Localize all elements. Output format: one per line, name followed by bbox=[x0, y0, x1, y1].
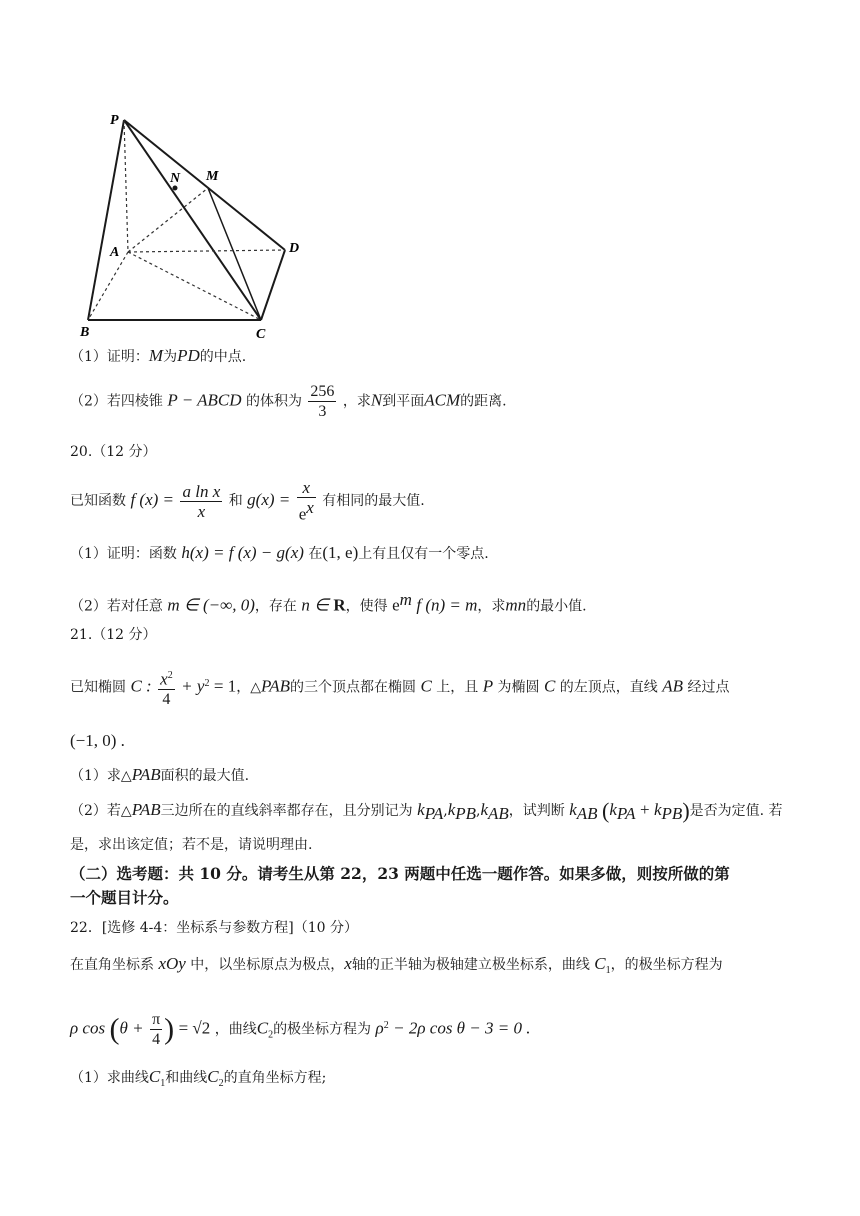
q22-line1: 在直角坐标系 xOy 中，以坐标原点为极点，x轴的正半轴为极轴建立极坐标系，曲线 $C_1$，的极坐标方程为 bbox=[70, 954, 723, 976]
pi-fraction: $\frac{\pi}{4}$ bbox=[152, 1011, 161, 1048]
section2-line2: 一个题目计分。 bbox=[70, 888, 179, 907]
label-C: C bbox=[256, 327, 266, 342]
q20-part2: （2）若对任意 m ∈ (−∞, 0)，存在 n ∈ R，使得 $e^m$ f (n) = m，求mn的最小值. bbox=[70, 590, 587, 615]
q21-part2-cont: 是，求出该定值；若不是，请说明理由. bbox=[70, 837, 313, 853]
point-N bbox=[173, 186, 178, 191]
edge-AD bbox=[128, 250, 285, 252]
label-P: P bbox=[110, 113, 119, 128]
pyramid-figure bbox=[70, 100, 320, 345]
volume-fraction: $\frac{256}{3}$ bbox=[310, 383, 335, 420]
q22-line2: ρ cos (θ + $\frac{\pi}{4}$ ) = √2 ，曲线$C_2$的极坐标方程为 $\rho^2 - 2\rho$ cos θ − 3 = 0 . bbox=[70, 1011, 531, 1048]
q20-header: 20.（12 分） bbox=[70, 444, 157, 460]
label-D: D bbox=[289, 241, 300, 256]
q20-part1: （1）证明：函数 h(x) = f (x) − g(x) 在(1, e)上有且仅有一个零点. bbox=[70, 543, 489, 562]
q21-point: (−1, 0) . bbox=[70, 731, 125, 750]
label-M: M bbox=[206, 169, 219, 184]
g-fraction: $\frac{x}{e^x}$ bbox=[298, 478, 314, 524]
edge-PD bbox=[124, 120, 285, 250]
q21-stem: 已知椭圆 C : $\frac{x^2}{4}$ + $y^2 = 1$，△PAB的三个顶点都在椭圆 C 上，且 P 为椭圆 C 的左顶点，直线 AB 经过点 bbox=[70, 666, 729, 709]
label-B: B bbox=[80, 325, 90, 340]
edge-CD bbox=[261, 250, 285, 320]
q21-part2: （2）若△PAB三边所在的直线斜率都存在，且分别记为 $k_{PA},k_{PB},k_{AB}$，试判断 $k_{AB}$ $(k_{PA} + k_{PB})$是否为定值. 若 bbox=[70, 798, 783, 823]
label-N: N bbox=[170, 171, 181, 186]
edge-AC bbox=[128, 252, 261, 320]
q21-part1: （1）求△PAB面积的最大值. bbox=[70, 765, 250, 784]
edge-AM bbox=[128, 188, 208, 252]
q22-header: 22．[选修 4-4：坐标系与参数方程]（10 分） bbox=[70, 920, 358, 936]
q19-part1: （1）证明：M为PD的中点. bbox=[70, 346, 247, 365]
ellipse-fraction: $\frac{x^2}{4}$ bbox=[158, 666, 175, 709]
edge-PC bbox=[124, 120, 261, 320]
f-fraction: $\frac{\text{a ln x}}{x}$ bbox=[182, 481, 221, 521]
section2-line1: （二）选考题：共 10 分。请考生从第 22，23 两题中任选一题作答。如果多做，则按所做的第 bbox=[70, 864, 730, 883]
q20-stem: 已知函数 f (x) = $\frac{\text{a ln x}}{x}$ 和 g(x) = $\frac{x}{e^x}$ 有相同的最大值. bbox=[70, 478, 425, 524]
q22-part1: （1）求曲线$C_1$和曲线$C_2$的直角坐标方程; bbox=[70, 1067, 327, 1089]
edge-PA bbox=[124, 120, 128, 252]
label-A: A bbox=[110, 245, 120, 260]
q19-part2: （2）若四棱锥 P − ABCD 的体积为 $\frac{256}{3}$ ，求N到平面ACM的距离. bbox=[70, 383, 507, 420]
q21-header: 21.（12 分） bbox=[70, 627, 157, 643]
